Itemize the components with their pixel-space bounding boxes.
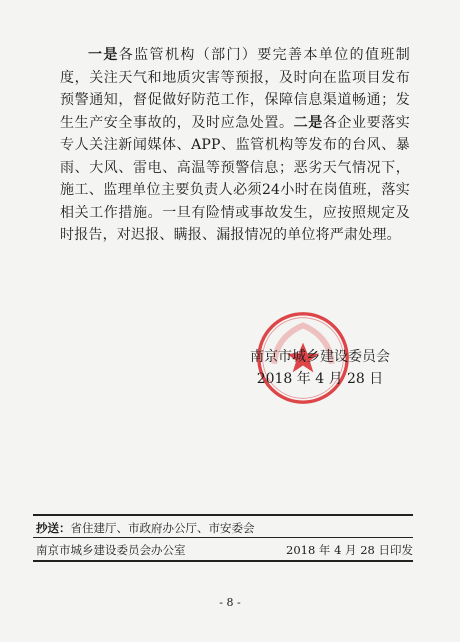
issue-date: 2018 年 4 月 28 日印发 (286, 543, 413, 557)
paragraph-text: 各监管机构（部门）要完善本单位的值班制度，关注天气和地质灾害等预报，及时向在监项目发布预警通知，督促做好防范工作，保障信息渠道畅通；发生生产安全事故的，及时应急处置。 (60, 47, 410, 131)
footer-rule-bottom (33, 560, 413, 562)
footer-rule-middle (33, 537, 413, 538)
paragraph (60, 44, 410, 247)
paragraph-text: 各企业要落实专人关注新闻媒体、APP、监管机构等发布的台风、暴雨、大风、雷电、高温等预警信息；恶劣天气情况下，施工、监理单位主要负责人必须24小时在岗值班，落实相关工作措施。一旦有险情或事故发生，应按照规定及时报告，对迟报、瞒报、漏报情况的单位将严肃处理。 (60, 114, 410, 243)
issuer-office: 南京市城乡建设委员会办公室 (36, 543, 186, 557)
signature-date: 2018 年 4 月 28 日 (256, 371, 384, 387)
lead-marker: 一是 (88, 47, 119, 63)
signature-organization: 南京市城乡建设委员会 (250, 349, 390, 365)
cc-recipients: 省住建厅、市政府办公厅、市安委会 (70, 521, 255, 535)
cc-line (36, 520, 255, 536)
page-number: - 8 - (219, 596, 241, 609)
cc-label: 抄送： (36, 521, 71, 535)
body-text (60, 44, 410, 247)
lead-marker: 二是 (293, 114, 323, 131)
footer-rule-top (33, 514, 413, 516)
